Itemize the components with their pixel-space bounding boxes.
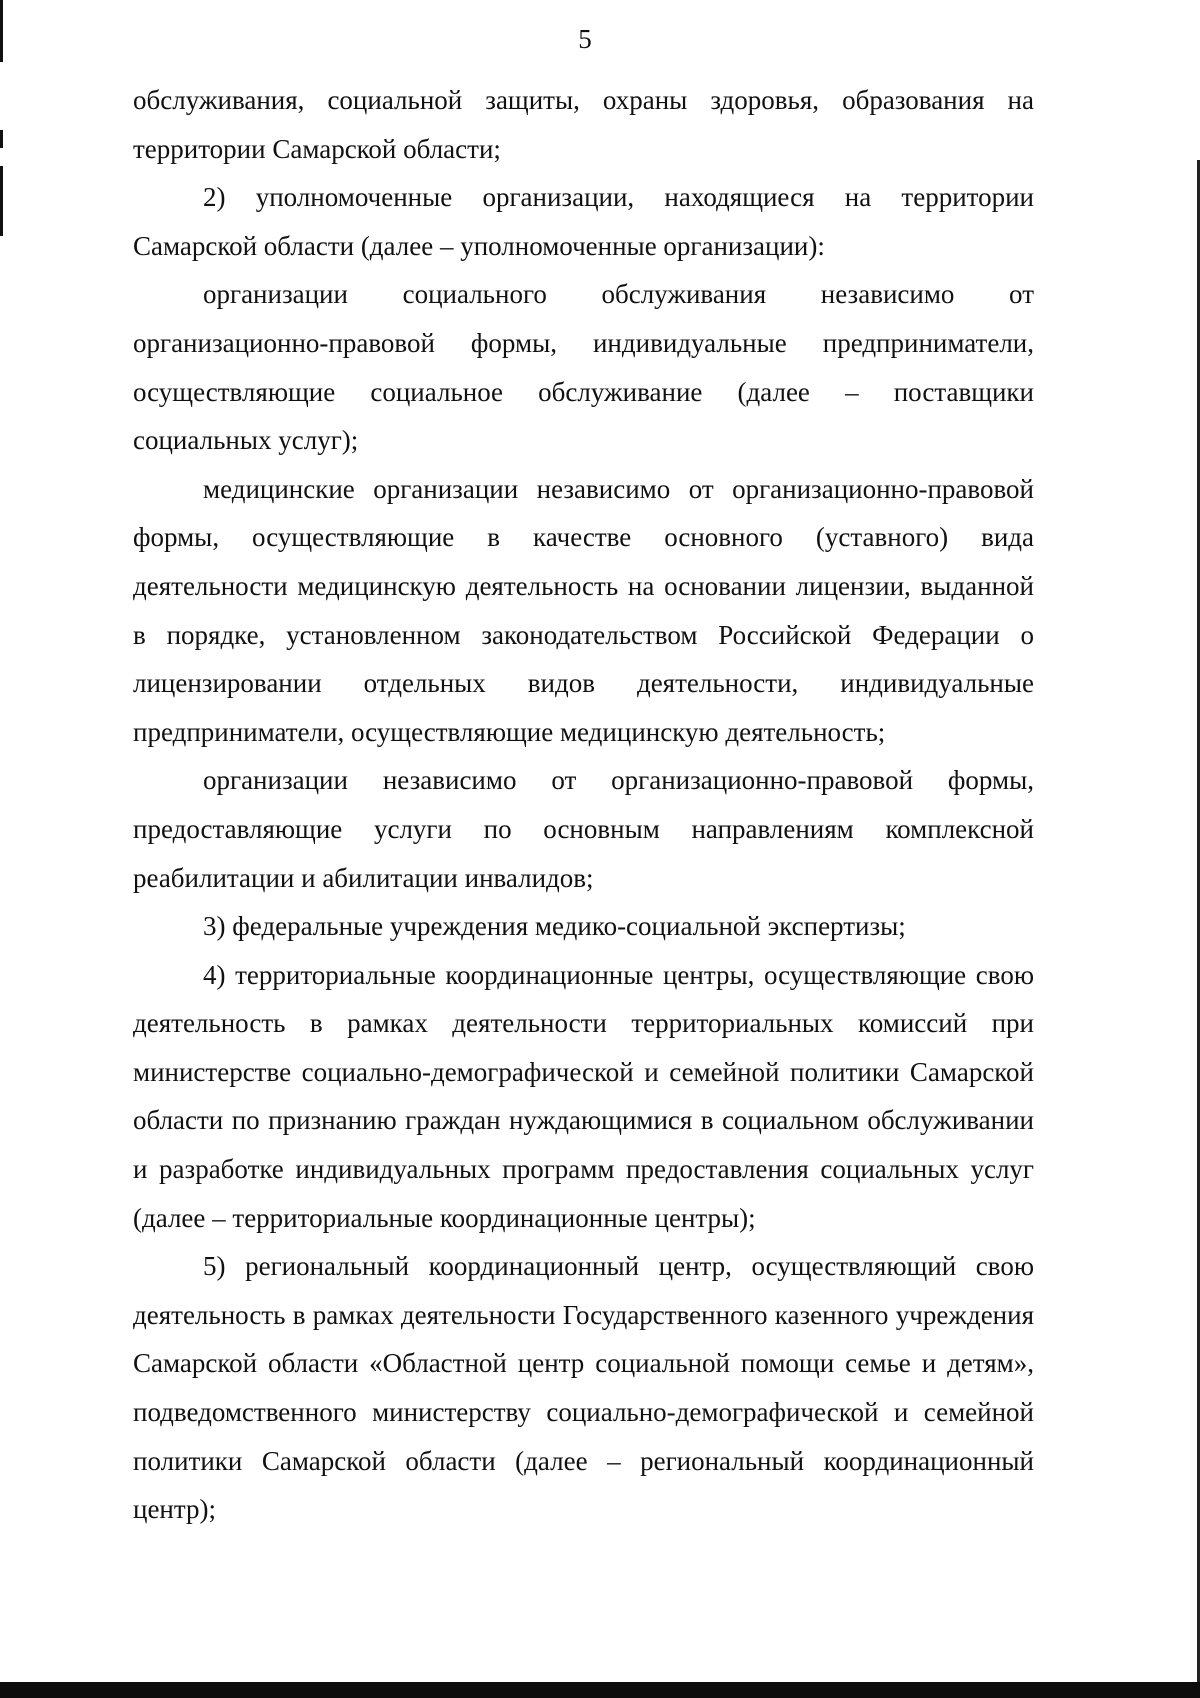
page-number: 5 [578,24,592,54]
paragraph-medical-organizations: медицинские организации независимо от организационно-правовой формы, осуществляющие в качестве основного (уставного) вида деятельности медицинскую деятельность на основании лицензии, выданной в порядке, установленном законодательством Российской Федерации о лицензировании отдельных видов деятельности, индивидуальные предприниматели, осуществляющие медицинскую деятельность; [133,473,1034,747]
paragraph-continuation: обслуживания, социальной защиты, охраны здоровья, образования на территории Самарской области; [133,85,1034,164]
paragraph-item-4: 4) территориальные координационные центры, осуществляющие свою деятельность в рамках деятельности территориальных комиссий при министерстве социально-демографической и семейной политики Самарской области по признанию граждан нуждающимися в социальном обслуживании и разработке индивидуальных программ предоставления социальных услуг (далее – территориальные координационные центры); [133,959,1034,1233]
paragraph-social-service-organizations: организации социального обслуживания независимо от организационно-правовой формы, индивидуальные предприниматели, осуществляющие социальное обслуживание (далее – поставщики социальных услуг); [133,279,1034,456]
paragraph-item-5: 5) региональный координационный центр, осуществляющий свою деятельность в рамках деятельности Государственного казенного учреждения Самарской области «Областной центр социальной помощи семье и детям», подведомственного министерству социально-демографической и семейной политики Самарской области (далее – региональный координационный центр); [133,1251,1034,1525]
scan-edge-mark-middle [0,130,3,148]
document-body [133,76,1034,1534]
paragraph-rehabilitation-organizations: организации независимо от организационно-правовой формы, предоставляющие услуги по основным направлениям комплексной реабилитации и абилитации инвалидов; [133,765,1034,893]
paragraph-item-2: 2) уполномоченные организации, находящиеся на территории Самарской области (далее – уполномоченные организации): [133,182,1034,261]
paragraph-item-3: 3) федеральные учреждения медико-социальной экспертизы; [203,911,906,942]
scan-bottom-bar [0,1682,1200,1698]
scan-edge-mark-lower [0,166,3,236]
